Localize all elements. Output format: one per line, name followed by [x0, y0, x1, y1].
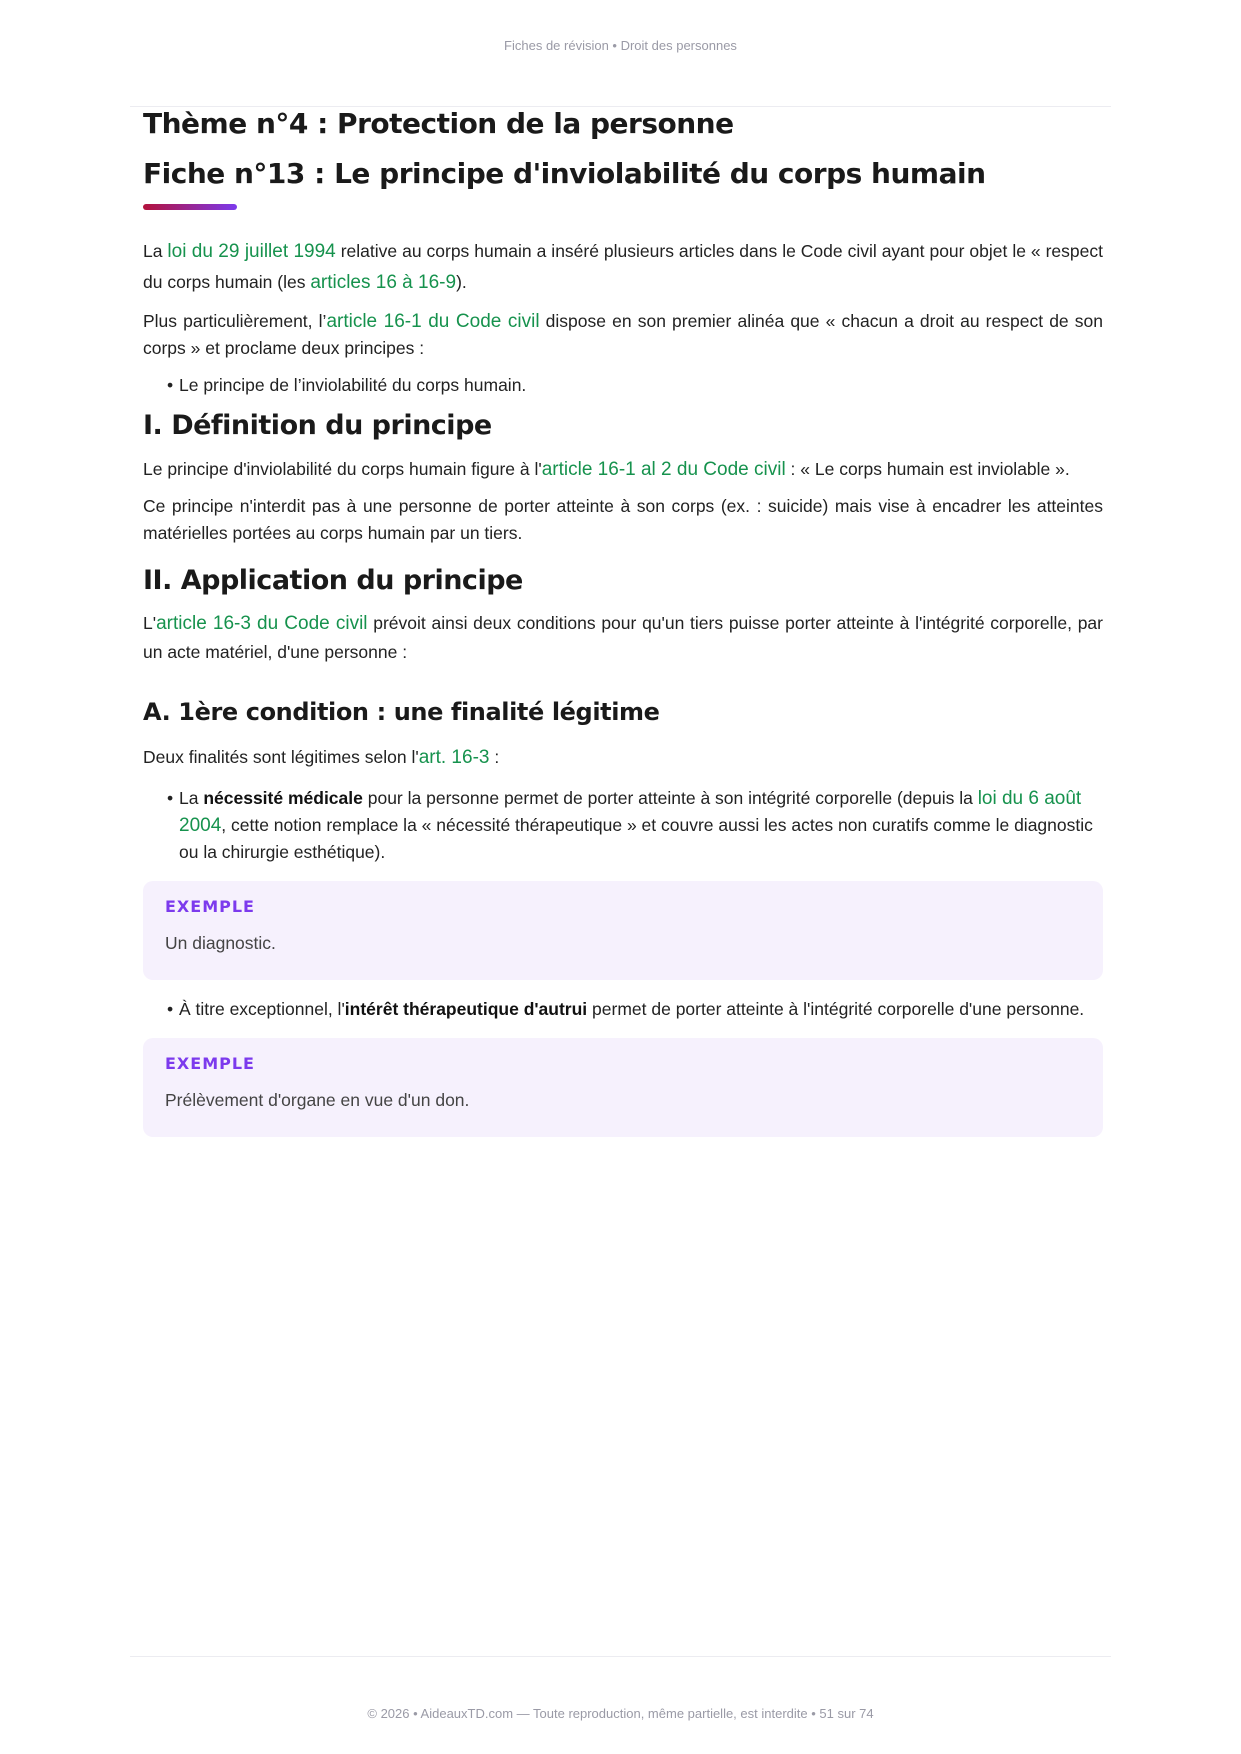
list-item: • Le principe de l’inviolabilité du corps humain. — [169, 372, 1103, 398]
link-art-16-3[interactable]: art. 16-3 — [418, 747, 490, 768]
example-box-1 — [143, 881, 1103, 980]
link-articles-16-16-9[interactable]: articles 16 à 16-9 — [310, 272, 457, 293]
page-footer: © 2026 • AideauxTD.com — Toute reproduction, même partielle, est interdite • 51 sur 74 — [367, 1706, 874, 1721]
subsection-a-title: A. 1ère condition : une finalité légitime — [143, 698, 660, 726]
document-body — [143, 104, 1103, 1137]
list-item: • La nécessité médicale pour la personne permet de porter atteinte à son intégrité corporelle (depuis la loi du 6 août 2004, cette notion remplace la « nécessité thérapeutique » et couvre aussi les actes non curatifs comme le diagnostic ou la chirurgie esthétique). — [169, 785, 1103, 865]
intro-bullet-list — [143, 372, 1103, 398]
section-1-title: I. Définition du principe — [143, 410, 492, 441]
link-loi-2004[interactable]: loi du 6 août 2004 — [179, 788, 1082, 836]
link-loi-1994[interactable]: loi du 29 juillet 1994 — [167, 241, 336, 262]
theme-title: Thème n°4 : Protection de la personne — [143, 107, 734, 140]
subsection-a-paragraph: Deux finalités sont légitimes selon l'art. 16-3 : — [143, 747, 500, 768]
section-2-paragraph-1: L'article 16-3 du Code civil prévoit ainsi deux conditions pour qu'un tiers puisse porter atteinte à l'intégrité corporelle, par un acte matériel, d'une personne : — [143, 613, 1103, 662]
title-accent-bar — [143, 204, 237, 210]
fiche-title: Fiche n°13 : Le principe d'inviolabilité du corps humain — [143, 157, 986, 190]
example-text: Un diagnostic. — [165, 933, 276, 953]
example-label: EXEMPLE — [165, 1054, 255, 1073]
link-article-16-1-al-2[interactable]: article 16-1 al 2 du Code civil — [541, 459, 786, 480]
footer-divider — [130, 1656, 1111, 1657]
link-article-16-1[interactable]: article 16-1 du Code civil — [326, 311, 540, 332]
section-1-paragraph-2: Ce principe n'interdit pas à une personne de porter atteinte à son corps (ex. : suicide) mais vise à encadrer les atteintes matérielles portées au corps humain par un tiers. — [143, 496, 1103, 543]
example-label: EXEMPLE — [165, 897, 255, 916]
intro-paragraph-1: La loi du 29 juillet 1994 relative au corps humain a inséré plusieurs articles dans le Code civil ayant pour objet le « respect du corps humain (les articles 16 à 16-9). — [143, 241, 1103, 293]
example-box-2 — [143, 1038, 1103, 1137]
list-item: • À titre exceptionnel, l'intérêt thérapeutique d'autrui permet de porter atteinte à l'intégrité corporelle d'une personne. — [169, 996, 1103, 1022]
section-2-title: II. Application du principe — [143, 565, 523, 596]
section-1-paragraph-1: Le principe d'inviolabilité du corps humain figure à l'article 16-1 al 2 du Code civil : « Le corps humain est inviolable ». — [143, 459, 1070, 480]
example-text: Prélèvement d'organe en vue d'un don. — [165, 1090, 470, 1110]
bold-term: nécessité médicale — [203, 788, 363, 808]
bold-term: intérêt thérapeutique d'autrui — [344, 999, 588, 1019]
link-article-16-3[interactable]: article 16-3 du Code civil — [156, 613, 368, 634]
intro-paragraph-2: Plus particulièrement, l’article 16-1 du Code civil dispose en son premier alinéa que « chacun a droit au respect de son corps » et proclame deux principes : — [143, 311, 1104, 358]
finalites-list-1 — [143, 785, 1103, 865]
finalites-list-2 — [143, 996, 1103, 1022]
page-header: Fiches de révision • Droit des personnes — [504, 38, 737, 53]
